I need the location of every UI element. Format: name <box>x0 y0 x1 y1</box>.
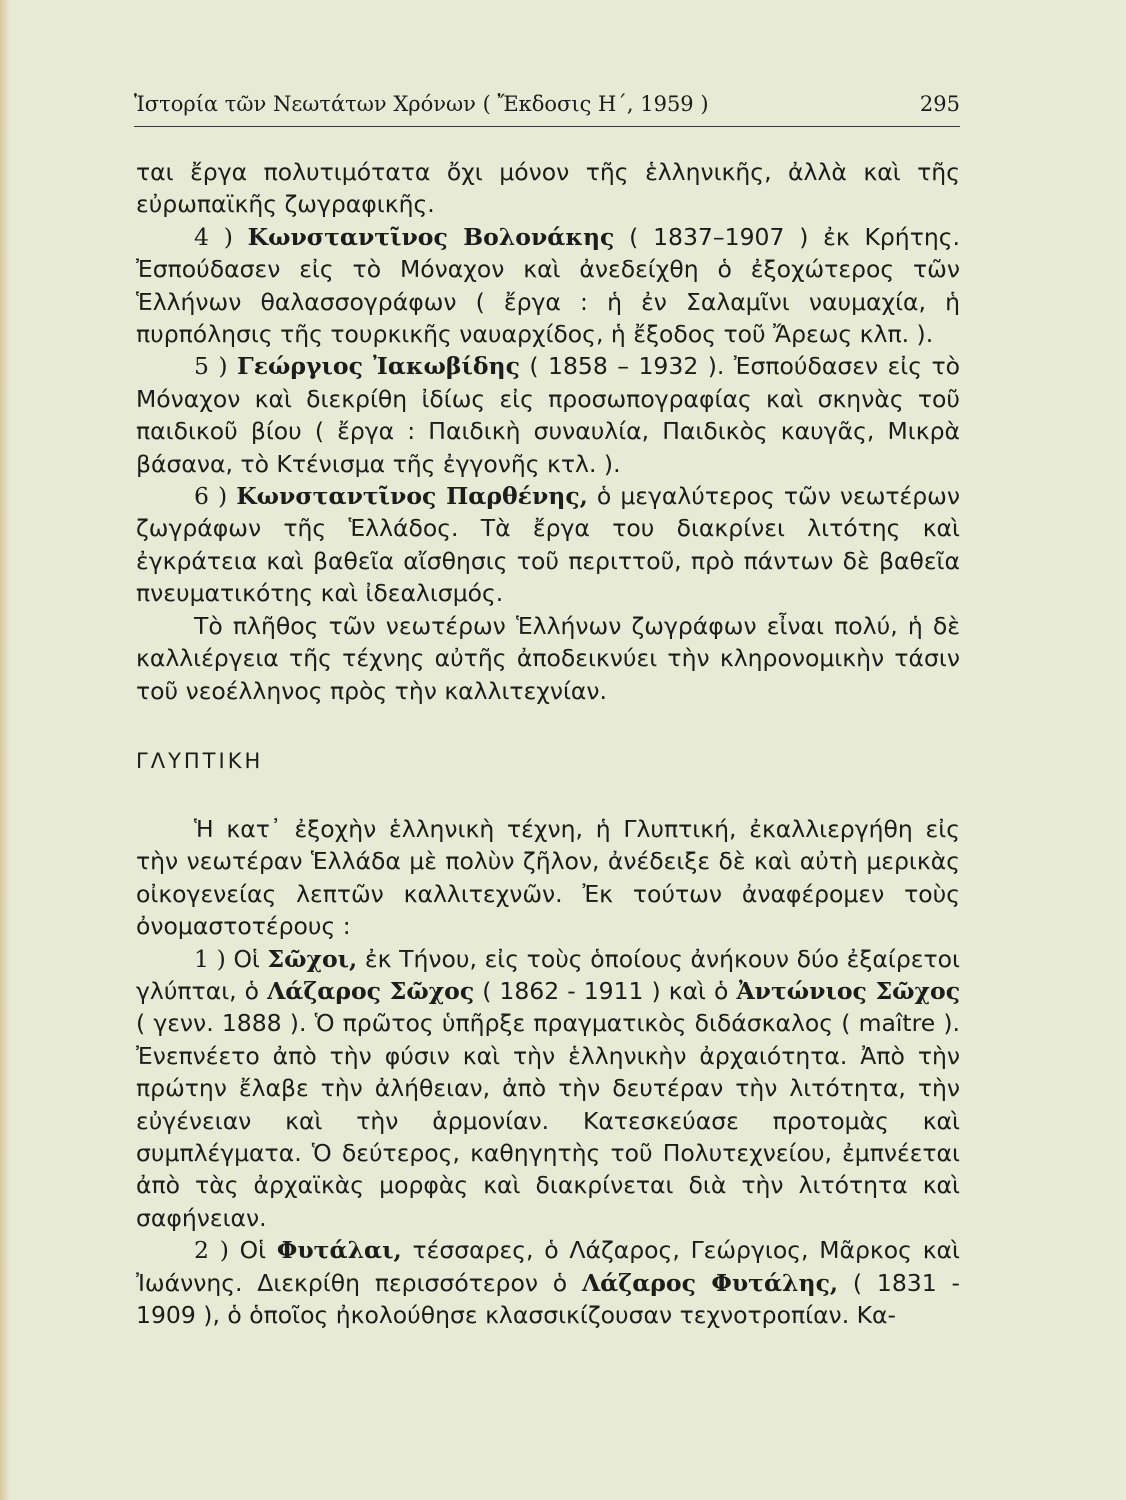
paragraph-text: Οἱ <box>233 944 260 973</box>
item-number: 4 ) <box>194 222 233 251</box>
page-number: 295 <box>919 92 960 116</box>
artist-name: Σῶχοι, <box>267 944 358 973</box>
paragraph-text: τέσσαρες, ὁ Λάζαρος, Γεώργιος, Μᾶρκος καὶ Ἰωάννης. Διεκρίθη περισσότερον ὁ <box>136 1236 960 1297</box>
item-number: 2 ) <box>194 1236 229 1265</box>
paragraph-sculpture-intro: Ἡ κατ᾽ ἐξοχὴν ἑλληνικὴ τέχνη, ἡ Γλυπτική, ἐκαλλιεργήθη εἰς τὴν νεωτέραν Ἑλλάδα μὲ πολὺν ζῆλον, ἀνέδειξε δὲ καὶ αὐτὴ μερικὰς οἰκογενείας λεπτῶν καλλιτεχνῶν. Ἐκ τούτων ἀναφέρομεν τοὺς ὀνομαστοτέρους : <box>136 814 960 941</box>
paragraph-sochoi <box>136 943 960 1235</box>
paragraph-text: ( 1858 – 1932 ). Ἐσπούδασεν εἰς τὸ Μόναχον καὶ διεκρίθη ἰδίως εἰς προσωπογραφίας καὶ σκηνὰς τοῦ παιδικοῦ βίου ( ἔργα : Παιδικὴ συναυλία, Παιδικὸς καυγᾶς, Μικρὰ βάσανα, τὸ Κτένισμα τῆς ἐγγονῆς κτλ. ). <box>136 352 960 478</box>
item-number: 1 ) <box>194 944 226 973</box>
header-title: Ἱστορία τῶν Νεωτάτων Χρόνων ( Ἔκδοσις Η΄, 1959 ) <box>134 92 709 116</box>
item-number: 6 ) <box>194 482 228 511</box>
paragraph-text: Οἱ <box>239 1236 267 1265</box>
running-header <box>134 92 960 116</box>
artist-name: Κωνσταντῖνος Παρθένης, <box>236 482 588 511</box>
paragraph-continuation: ται ἔργα πολυτιμότατα ὄχι μόνον τῆς ἑλληνικῆς, ἀλλὰ καὶ τῆς εὐρωπαϊκῆς ζωγραφικῆς. <box>136 158 960 219</box>
paragraph-volonakis <box>136 221 960 351</box>
body-text <box>136 156 960 1331</box>
page-edge <box>0 0 10 1500</box>
paragraph-text: ἐκ Τήνου, εἰς τοὺς ὁποίους ἀνήκουν δύο ἐξαίρετοι γλύπται, ὁ <box>136 944 960 1005</box>
paragraph-text: ὁ μεγαλύτερος τῶν νεωτέρων ζωγράφων τῆς Ἑλλάδος. Τὰ ἔργα του διακρίνει λιτότης καὶ ἐγκράτεια καὶ βαθεῖα αἴσθησις τοῦ περιττοῦ, πρὸ πάντων δὲ βαθεῖα πνευματικότης καὶ ἰδεαλισμός. <box>136 482 960 608</box>
artist-name: Λάζαρος Σῶχος <box>267 976 475 1005</box>
paragraph-text: ( γενν. 1888 ). Ὁ πρῶτος ὑπῆρξε πραγματικὸς διδάσκαλος ( maître ). Ἐνεπνέετο ἀπὸ τὴν φύσιν καὶ τὴν ἑλληνικὴν ἀρχαιότητα. Ἀπὸ τὴν πρώτην ἔλαβε τὴν ἀλήθειαν, ἀπὸ τὴν δευτέραν τὴν λιτότητα, τὴν εὐγένειαν καὶ τὴν ἁρμονίαν. Κατεσκεύασε προτομὰς καὶ συμπλέγματα. Ὁ δεύτερος, καθηγητὴς τοῦ Πολυτεχνείου, ἐμπνέεται ἀπὸ τὰς ἀρχαϊκὰς μορφὰς καὶ διακρίνεται διὰ τὴν λιτότητα καὶ σαφήνειαν. <box>136 1009 960 1232</box>
paragraph-iakovidis <box>136 350 960 480</box>
paragraph-text: ( 1837–1907 ) ἐκ Κρήτης. Ἐσπούδασεν εἰς τὸ Μόναχον καὶ ἀνεδείχθη ὁ ἐξοχώτερος τῶν Ἑλλήνων θαλασσογράφων ( ἔργα : ἡ ἐν Σαλαμῖνι ναυμαχία, ἡ πυρπόλησις τῆς τουρκικῆς ναυαρχίδος, ἡ ἔξοδος τοῦ Ἄρεως κλπ. ). <box>136 222 960 349</box>
artist-name: Φυτάλαι, <box>276 1236 402 1265</box>
paragraph-text: ( 1862 - 1911 ) καὶ ὁ <box>482 976 729 1005</box>
paragraph-parthenis <box>136 480 960 610</box>
artist-name: Ἀντώνιος Σῶχος <box>736 976 961 1005</box>
item-number: 5 ) <box>194 352 228 381</box>
artist-name: Κωνσταντῖνος Βολονάκης <box>247 222 615 251</box>
artist-name: Λάζαρος Φυτάλης, <box>581 1268 839 1297</box>
header-rule <box>134 126 960 127</box>
paragraph-painters-summary: Τὸ πλῆθος τῶν νεωτέρων Ἑλλήνων ζωγράφων εἶναι πολύ, ἡ δὲ καλλιέργεια τῆς τέχνης αὐτῆς ἀποδεικνύει τὴν κληρονομικὴν τάσιν τοῦ νεοέλληνος πρὸς τὴν καλλιτεχνίαν. <box>136 611 960 705</box>
paragraph-fytalai <box>136 1234 960 1331</box>
section-heading-sculpture: ΓΛΥΠΤΙΚΗ <box>136 748 264 773</box>
paragraph-text: ( 1831 - 1909 ), ὁ ὁποῖος ἠκολούθησε κλασσικίζουσαν τεχνοτροπίαν. Κα- <box>136 1268 960 1329</box>
artist-name: Γεώργιος Ἰακωβίδης <box>237 352 520 381</box>
